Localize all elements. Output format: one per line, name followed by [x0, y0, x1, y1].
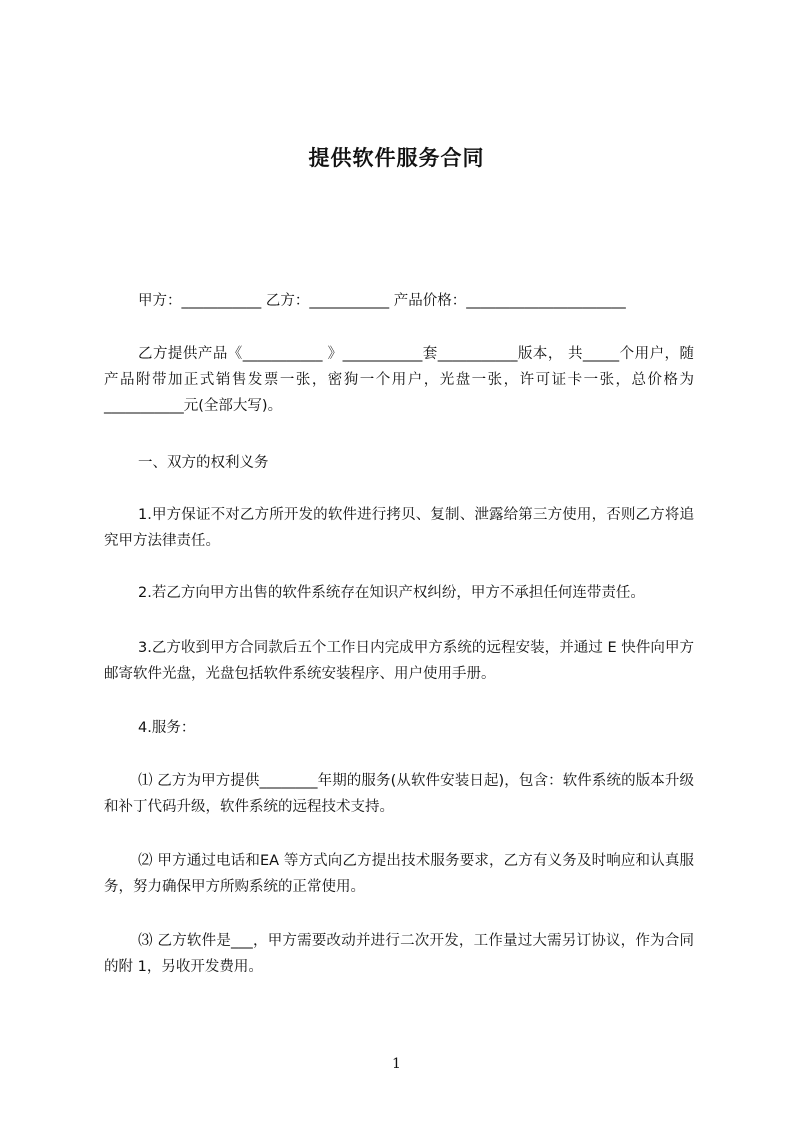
clause-2: 2.若乙方向甲方出售的软件系统存在知识产权纠纷，甲方不承担任何连带责任。: [138, 585, 645, 601]
clause-4-1: ⑴ 乙方为甲方提供________年期的服务(从软件安装日起)，包含：软件系统的版本升级和补丁代码升级，软件系统的远程技术支持。: [104, 773, 694, 815]
section-heading-rights-obligations: 一、双方的权利义务: [138, 455, 269, 471]
clause-4-3: ⑶ 乙方软件是___，甲方需要改动并进行二次开发，工作量过大需另订协议，作为合同的附 1，另收开发费用。: [104, 933, 694, 975]
clause-4-2: ⑵ 甲方通过电话和EA 等方式向乙方提出技术服务要求，乙方有义务及时响应和认真服务，努力确保甲方所购系统的正常使用。: [104, 853, 694, 895]
document-title: 提供软件服务合同: [308, 146, 485, 170]
clause-1: 1.甲方保证不对乙方所开发的软件进行拷贝、复制、泄露给第三方使用，否则乙方将追究甲方法律责任。: [104, 507, 694, 549]
page-number: 1: [392, 1056, 401, 1072]
party-price-line: 甲方：___________ 乙方：___________ 产品价格：______________________: [138, 293, 626, 309]
clause-3: 3.乙方收到甲方合同款后五个工作日内完成甲方系统的远程安装，并通过 E 快件向甲方邮寄软件光盘，光盘包括软件系统安装程序、用户使用手册。: [104, 640, 694, 682]
clause-4-heading: 4.服务：: [138, 720, 196, 736]
intro-paragraph: 乙方提供产品《___________ 》___________套___________版本， 共_____个用户，随产品附带加正式销售发票一张，密狗一个用户，光盘一张，许可证卡一张，总价格为___________元(全部大写)。: [104, 346, 694, 414]
